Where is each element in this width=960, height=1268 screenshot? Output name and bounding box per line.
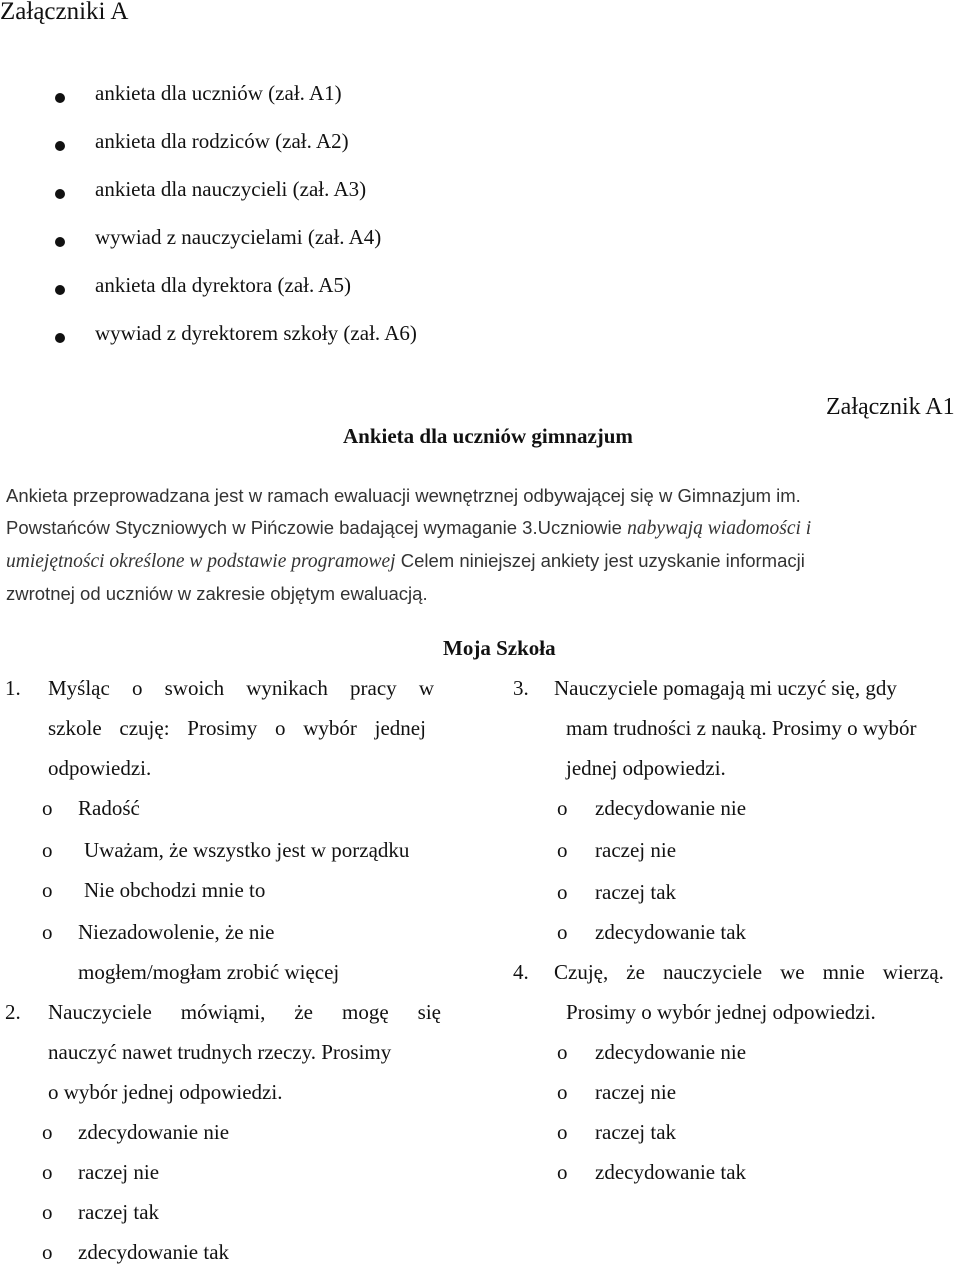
question-text-line: Czuję, że nauczyciele we mnie wierzą.: [554, 960, 944, 984]
circle-icon: o: [42, 1160, 53, 1184]
question-text-line: szkole czuję: Prosimy o wybór jednej: [48, 716, 426, 740]
question-text-line: o wybór jednej odpowiedzi.: [48, 1080, 283, 1104]
question-number: 4.: [513, 960, 529, 984]
circle-icon: o: [42, 838, 53, 862]
bullet-icon: [55, 189, 65, 199]
circle-icon: o: [42, 1120, 53, 1144]
bullet-icon: [55, 333, 65, 343]
section-title: Moja Szkoła: [443, 636, 556, 660]
bullet-icon: [55, 141, 65, 151]
circle-icon: o: [557, 1040, 568, 1064]
bullet-icon: [55, 93, 65, 103]
question-text-line: Myśląc o swoich wynikach pracy w: [48, 676, 434, 700]
question-text-line: odpowiedzi.: [48, 756, 152, 780]
intro-line: umiejętności określone w podstawie programowej Celem niniejszej ankiety jest uzyskanie informacji: [6, 550, 805, 572]
question-text-line: Nauczyciele mówiąmi, że mogę się: [48, 1000, 441, 1024]
attachment-label: Załącznik A1: [826, 394, 955, 420]
circle-icon: o: [557, 1080, 568, 1104]
circle-icon: o: [557, 838, 568, 862]
question-text-line: jednej odpowiedzi.: [566, 756, 726, 780]
bullet-icon: [55, 237, 65, 247]
page-heading: Załączniki A: [0, 0, 129, 25]
question-number: 2.: [5, 1000, 21, 1024]
question-text-line: nauczyć nawet trudnych rzeczy. Prosimy: [48, 1040, 392, 1064]
circle-icon: o: [42, 796, 53, 820]
circle-icon: o: [42, 920, 53, 944]
answer-option-continuation: mogłem/mogłam zrobić więcej: [78, 960, 340, 984]
question-text-line: mam trudności z nauką. Prosimy o wybór: [566, 716, 917, 740]
circle-icon: o: [557, 1160, 568, 1184]
circle-icon: o: [42, 1200, 53, 1224]
question-number: 3.: [513, 676, 529, 700]
bullet-icon: [55, 285, 65, 295]
circle-icon: o: [42, 1240, 53, 1264]
circle-icon: o: [557, 880, 568, 904]
intro-line: Powstańców Styczniowych w Pińczowie badającej wymaganie 3.Uczniowie nabywają wiadomości i: [6, 517, 812, 539]
survey-title: Ankieta dla uczniów gimnazjum: [343, 424, 633, 448]
circle-icon: o: [557, 796, 568, 820]
question-number: 1.: [5, 676, 21, 700]
intro-line: zwrotnej od uczniów w zakresie objętym ewaluacją.: [6, 583, 428, 604]
circle-icon: o: [557, 1120, 568, 1144]
question-text-line: Nauczyciele pomagają mi uczyć się, gdy: [554, 676, 897, 700]
intro-paragraph: [6, 480, 956, 610]
question-text-line: Prosimy o wybór jednej odpowiedzi.: [566, 1000, 876, 1024]
circle-icon: o: [42, 878, 53, 902]
circle-icon: o: [557, 920, 568, 944]
intro-line: Ankieta przeprowadzana jest w ramach ewaluacji wewnętrznej odbywającej się w Gimnazjum im.: [6, 485, 801, 506]
